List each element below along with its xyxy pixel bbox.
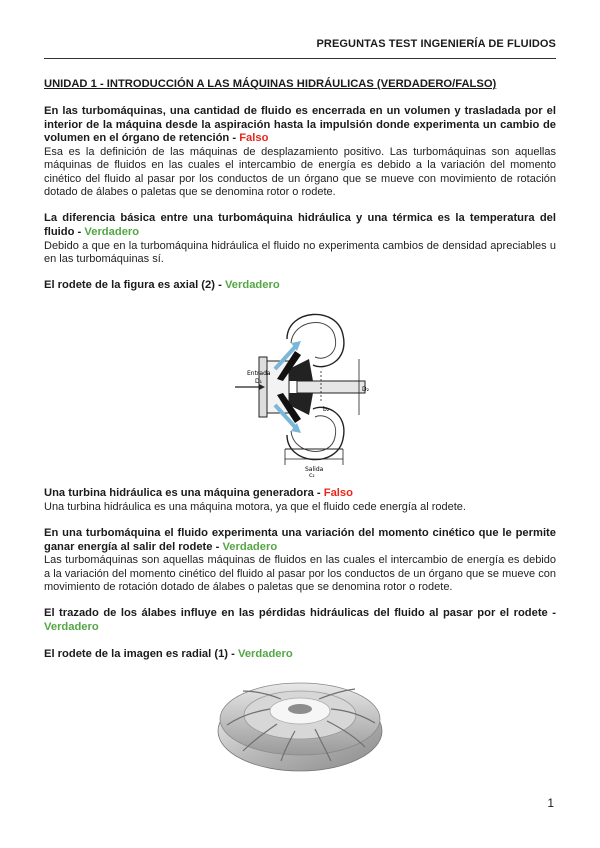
unit-title: UNIDAD 1 - INTRODUCCIÓN A LAS MÁQUINAS HIDRÁULICAS (VERDADERO/FALSO) [44,78,497,90]
c2-label: c₂ [309,472,315,479]
question-statement: El trazado de los álabes influye en las pérdidas hidráulicas del fluido al pasar por el rodete - [44,607,556,620]
question-block [44,527,556,594]
answer-explanation: Una turbina hidráulica es una máquina motora, ya que el fluido cede energía al rodete. [44,500,466,513]
radial-impeller-image [44,669,556,779]
question-statement: En una turbomáquina el fluido experimenta una variación del momento cinético que le permite ganar energía al salir del rodete - [44,527,556,553]
impeller-section-svg [225,299,375,479]
b2-label: b₂ [323,406,330,413]
d1-label: D₁ [255,378,263,385]
question-text [44,279,556,293]
question-statement: Una turbina hidráulica es una máquina generadora - [44,487,324,499]
page-content [44,78,556,779]
answer-label: Verdadero [222,540,278,553]
question-block [44,648,556,662]
question-block [44,212,556,266]
answer-label: Falso [323,487,353,499]
radial-impeller-svg [215,669,385,777]
question-text [44,105,556,146]
question-block [44,279,556,293]
answer-label: Verdadero [44,621,99,633]
question-statement: El rodete de la imagen es radial (1) - [44,647,238,660]
answer-label: Verdadero [224,279,280,292]
page-header-title: PREGUNTAS TEST INGENIERÍA DE FLUIDOS [316,38,556,50]
question-statement: La diferencia básica entre una turbomáquina hidráulica y una térmica es la temperatura del fluido - [44,212,556,238]
axial-impeller-diagram [44,299,556,479]
entrada-label: Entrada [247,370,271,377]
question-text [44,212,556,239]
answer-label: Verdadero [237,647,293,660]
question-block [44,105,556,199]
page-number: 1 [547,796,554,810]
answer-label: Falso [239,132,269,145]
question-block [44,487,556,514]
answer-explanation: Las turbomáquinas son aquellas máquinas de fluidos en las cuales el intercambio de energía es debido a la variación del momento cinético del fluido al pasar por los conductos de un órgano que se mueve con movimiento de rotación dotado de álabes o paletas que se denomina rotor o rodete. [44,554,556,593]
question-text [44,527,556,554]
question-text [44,648,556,662]
answer-label: Verdadero [84,226,140,238]
question-text [44,607,556,634]
answer-explanation: Esa es la definición de las máquinas de desplazamiento positivo. Las turbomáquinas son aquellas máquinas de fluidos en las cuales el intercambio de energía es debido a la variación del momento cinético del fluido al pasar por los conductos de un órgano que se mueve con movimiento de rotación dotado de álabes o paletas que se denomina rotor o rodete. [44,145,556,198]
question-text [44,487,556,501]
question-statement: El rodete de la figura es axial (2) - [44,279,225,292]
question-block [44,607,556,634]
question-statement: En las turbomáquinas, una cantidad de fluido es encerrada en un volumen y trasladada por el interior de la máquina desde la aspiración hasta la impulsión donde experimenta un cambio de volumen en el órgano de retención - [44,105,556,145]
salida-label: Salida [305,466,324,473]
d2-label: D₂ [362,386,370,393]
answer-explanation: Debido a que en la turbomáquina hidráulica el fluido no experimenta cambios de densidad apreciables u en las turbomáquinas sí. [44,239,556,265]
header-divider [44,58,556,59]
